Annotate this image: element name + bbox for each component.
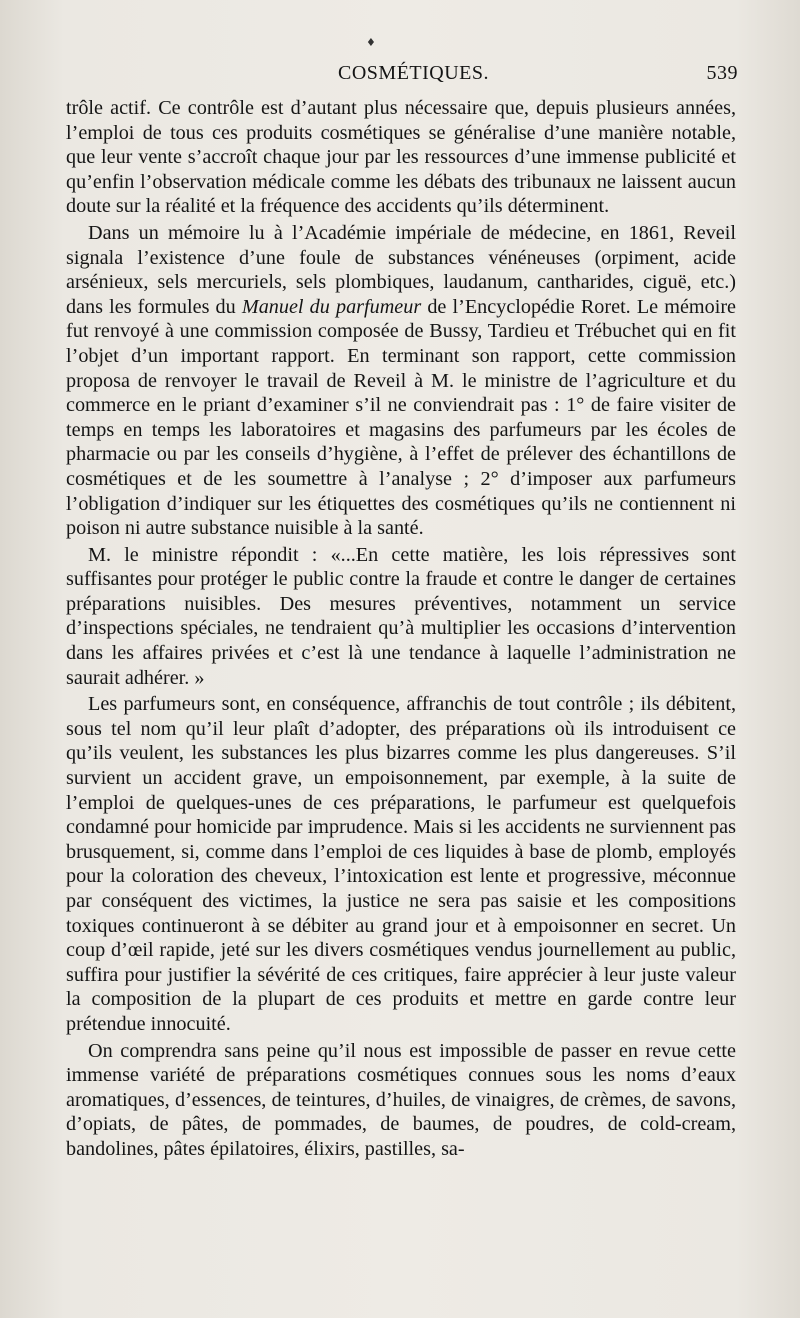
paragraph-memoire-text-before: Dans un mémoire lu à l’Académie impériale de médecine, en 1861, Reveil signala l’existence d’une foule de substances vénéneuses (orpiment, acide arsénieux, sels mercuriels, sels plombiques, laudanum, cantharides, ciguë, etc.) dans les formules du (66, 221, 736, 318)
running-header (66, 62, 738, 92)
running-title: COSMÉTIQUES. (338, 62, 490, 84)
book-title-italic: Manuel du parfumeur (241, 295, 422, 318)
paragraph-parfumeurs: Les parfumeurs sont, en conséquence, affranchis de tout contrôle ; ils débitent, sous tel nom qu’il leur plaît d’adopter, des préparations où ils introduisent ce qu’ils veulent, les substances les plus bizarres comme les plus dangereuses. S’il survient un accident grave, un empoisonnement, par exemple, à la suite de l’emploi de quelques-unes de ces préparations, le parfumeur est quelquefois condamné pour homicide par imprudence. Mais si les accidents ne surviennent pas brusquement, si, comme dans l’emploi de ces liquides à base de plomb, employés pour la coloration des cheveux, l’intoxication est lente et progressive, méconnue par conséquent des victimes, la justice ne sera pas saisie et les compositions toxiques continueront à se débiter au grand jour et à empoisonner en secret. Un coup d’œil rapide, jeté sur les divers cosmétiques vendus journellement au public, suffira pour justifier la sévérité de ces critiques, faire apprécier à leur juste valeur la composition de la plupart de ces produits et mettre en garde contre leur prétendue innocuité. (66, 693, 736, 1035)
paragraph-continuation: trôle actif. Ce contrôle est d’autant plus nécessaire que, depuis plusieurs années, l’emploi de tous ces produits cosmétiques se généralise d’une manière notable, que leur vente s’accroît chaque jour par les ressources d’une immense publicité et qu’enfin l’observation médicale comme les débats des tribunaux ne laissent aucun doute sur la réalité et la fréquence des accidents qu’ils déterminent. (66, 97, 736, 218)
paragraph-ministre: M. le ministre répondit : «...En cette matière, les lois répressives sont suffisantes pour protéger le public contre la fraude et contre le danger de certaines préparations nuisibles. Des mesures préventives, notamment un service d’inspections spéciales, ne tendraient qu’à multiplier les occasions d’intervention dans les affaires privées et c’est là une tendance à laquelle l’administration ne saurait adhérer. » (66, 543, 736, 689)
paragraph-memoire (66, 221, 736, 541)
page-number: 539 (706, 62, 738, 84)
printer-mark: ♦ (366, 36, 376, 49)
paragraph-revue: On comprendra sans peine qu’il nous est impossible de passer en revue cette immense variété de préparations cosmétiques connues sous les noms d’eaux aromatiques, d’essences, de teintures, d’huiles, de vinaigres, de crèmes, de savons, d’opiats, de pâtes, de pommades, de baumes, de poudres, de cold-cream, bandolines, pâtes épilatoires, élixirs, pastilles, sa- (66, 1039, 736, 1160)
body-text (66, 96, 736, 1162)
paragraph-memoire-text-after: de l’Encyclopédie Roret. Le mémoire fut renvoyé à une commission composée de Bussy, Tardieu et Trébuchet qui en fit l’objet d’un important rapport. En terminant son rapport, cette commission proposa de renvoyer le travail de Reveil à M. le ministre de l’agriculture et du commerce en le priant d’examiner s’il ne conviendrait pas : 1° de faire visiter de temps en temps les laboratoires et magasins des parfumeurs par les écoles de pharmacie ou par les conseils d’hygiène, à l’effet de prélever des échantillons de cosmétiques et de les soumettre à l’analyse ; 2° d’imposer aux parfumeurs l’obligation d’indiquer sur les étiquettes des cosmétiques qu’ils ne contiennent ni poison ni autre substance nuisible à la santé. (66, 295, 737, 540)
